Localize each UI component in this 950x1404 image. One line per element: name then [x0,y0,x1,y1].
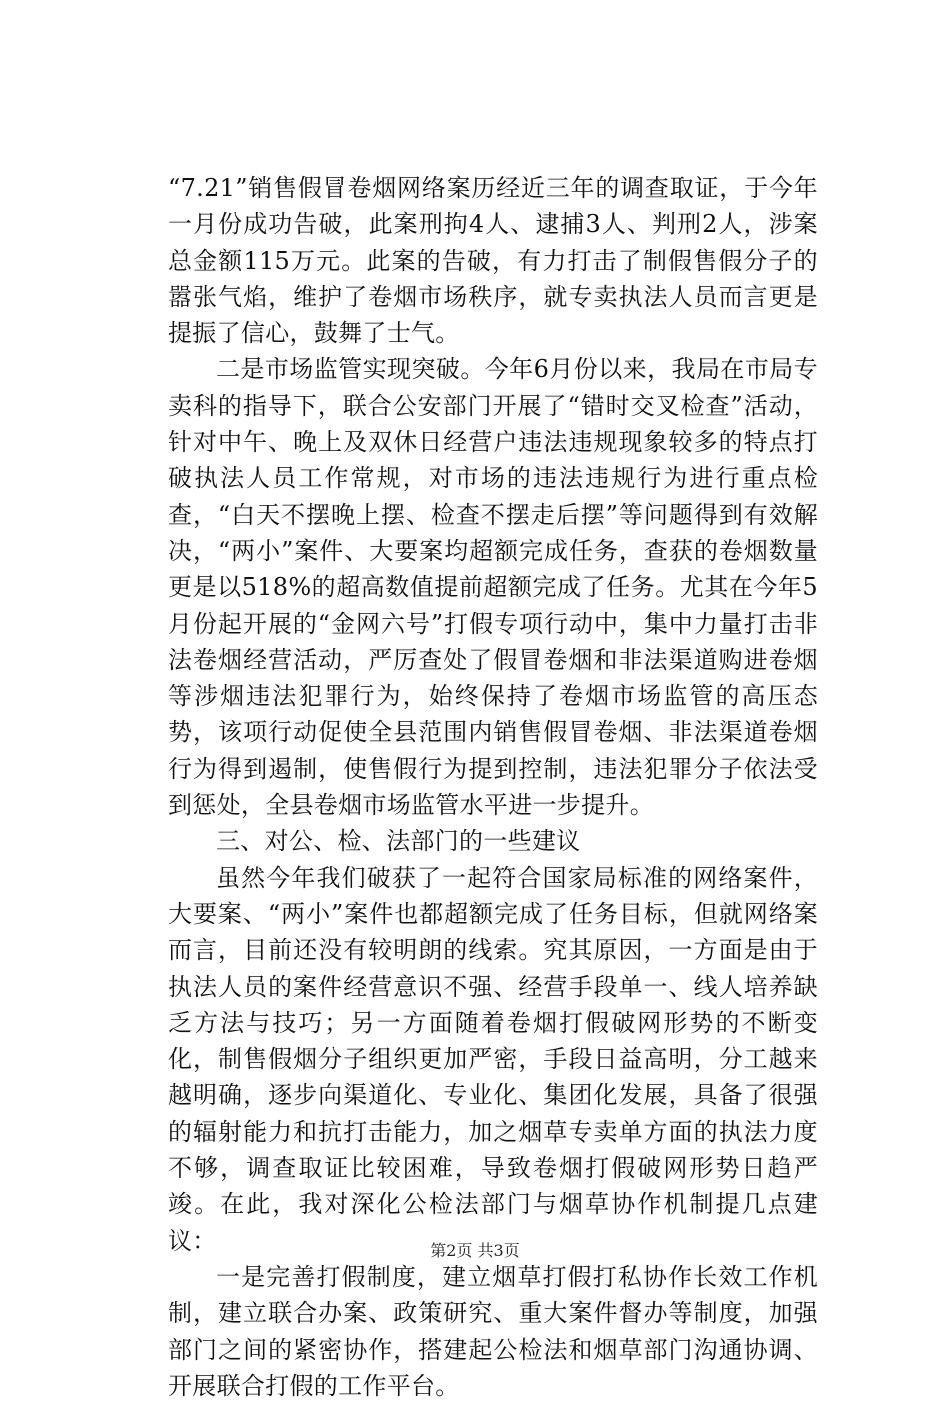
section-heading-suggestions: 三、对公、检、法部门的一些建议 [216,827,581,856]
paragraph-case-summary: “7.21”销售假冒卷烟网络案历经近三年的调查取证，于今年一月份成功告破，此案刑拘4人、逮捕3人、判刑2人，涉案总金额115万元。此案的告破，有力打击了制假售假分子的嚣张气焰，维护了卷烟市场秩序，就专卖执法人员而言更是提振了信心，鼓舞了士气。 [168,174,818,348]
paragraph-suggestion-one: 一是完善打假制度，建立烟草打假打私协作长效工作机制，建立联合办案、政策研究、重大案件督办等制度，加强部门之间的紧密协作，搭建起公检法和烟草部门沟通协调、开展联合打假的工作平台。 [168,1262,818,1400]
document-body [168,170,818,1404]
paragraph-market-supervision: 二是市场监管实现突破。今年6月份以来，我局在市局专卖科的指导下，联合公安部门开展了“错时交叉检查”活动，针对中午、晚上及双休日经营户违法违规现象较多的特点打破执法人员工作常规，对市场的违法违规行为进行重点检查，“白天不摆晚上摆、检查不摆走后摆”等问题得到有效解决，“两小”案件、大要案均超额完成任务，查获的卷烟数量更是以518%的超高数值提前超额完成了任务。尤其在今年5月份起开展的“金网六号”打假专项行动中，集中力量打击非法卷烟经营活动，严厉查处了假冒卷烟和非法渠道购进卷烟等涉烟违法犯罪行为，始终保持了卷烟市场监管的高压态势，该项行动促使全县范围内销售假冒卷烟、非法渠道卷烟行为得到遏制，使售假行为提到控制，违法犯罪分子依法受到惩处，全县卷烟市场监管水平进一步提升。 [168,355,818,820]
paragraph-network-case-analysis: 虽然今年我们破获了一起符合国家局标准的网络案件，大要案、“两小”案件也都超额完成了任务目标，但就网络案而言，目前还没有较明朗的线索。究其原因，一方面是由于执法人员的案件经营意识不强、经营手段单一、线人培养缺乏方法与技巧；另一方面随着卷烟打假破网形势的不断变化，制售假烟分子组织更加严密，手段日益高明，分工越来越明确，逐步向渠道化、专业化、集团化发展，具备了很强的辐射能力和抗打击能力，加之烟草专卖单方面的执法力度不够，调查取证比较困难，导致卷烟打假破网形势日趋严竣。在此，我对深化公检法部门与烟草协作机制提几点建议： [168,863,818,1255]
page-footer: 第2页 共3页 [430,1241,520,1260]
